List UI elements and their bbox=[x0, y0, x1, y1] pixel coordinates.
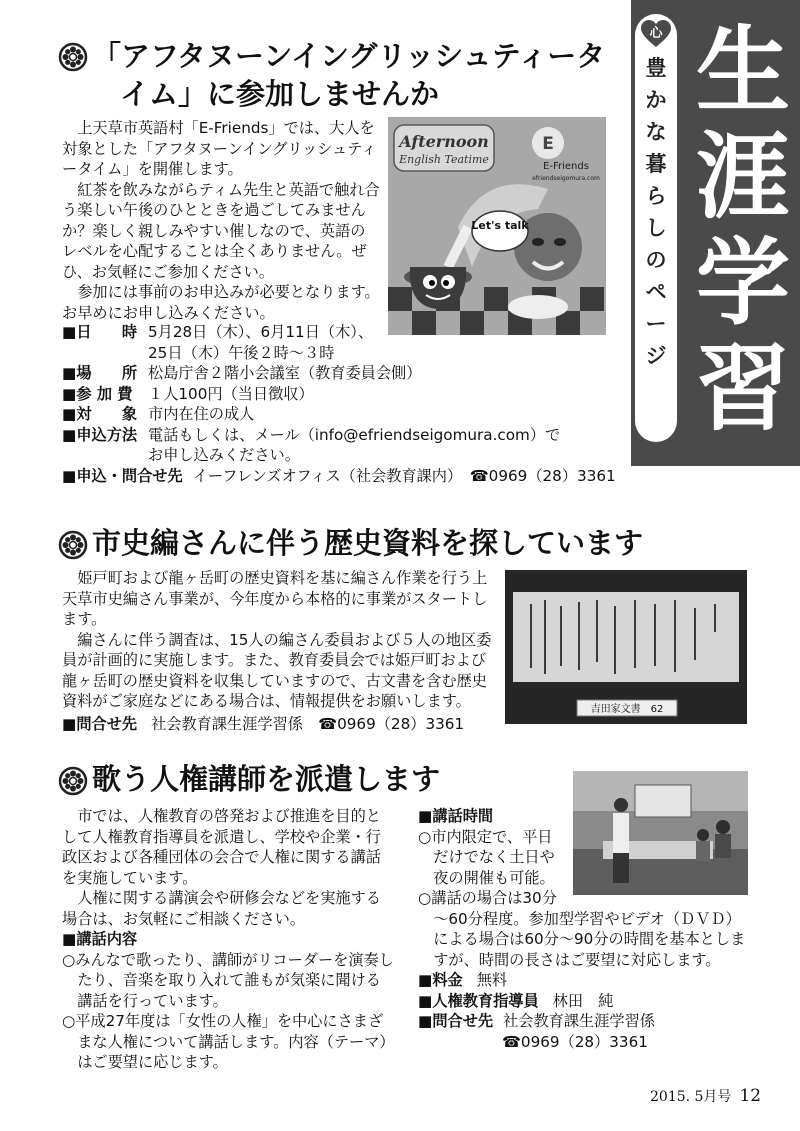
section1-paragraph: 紅茶を飲みながらティム先生と英語で触れ合う楽しい午後のひとときを過ごしてみませんか？楽しく親しみやすい催しなので、英語のレベルを心配することは全くありません。ぜひ、お気軽にご参加ください。 bbox=[62, 180, 380, 281]
banner-title-char: 生 bbox=[695, 17, 790, 126]
detail-row: お申し込みください。 bbox=[148, 446, 300, 464]
svg-text:E: E bbox=[542, 134, 554, 154]
flower-bullet-icon bbox=[58, 766, 88, 796]
poster-title1: Afternoon bbox=[399, 132, 489, 151]
section3-phone: ☎0969（28）3361 bbox=[502, 1032, 648, 1051]
issue-label: 2015. 5月号 bbox=[650, 1089, 732, 1105]
section3-left-column bbox=[62, 806, 396, 1073]
detail-row: ■対 象 市内在住の成人 bbox=[62, 405, 255, 423]
pill-char: か bbox=[645, 88, 667, 112]
section3-paragraph: 市では、人権教育の啓発および推進を目的として人権教育指導員を派遣し、学校や企業・行政区および各種団体の会合で人権に関する講話を実施しています。 bbox=[62, 807, 381, 887]
section1-title-line2: イム」に参加しませんか bbox=[120, 77, 440, 111]
section1-title-line1: 「アフタヌーンイングリッシュティータ bbox=[92, 39, 606, 73]
poster-title2: English Teatime bbox=[399, 153, 489, 166]
detail-row: ■参 加 費 １人100円（当日徴収） bbox=[62, 384, 314, 403]
section2-title: 市史編さんに伴う歴史資料を探しています bbox=[92, 526, 644, 560]
section1-paragraph: 上天草市英語村「E-Friends」では、大人を対象とした「アフタヌーンイングリッシュティータイム」を開催します。 bbox=[62, 119, 377, 178]
time-item-line: ○市内限定で、平日 bbox=[418, 827, 553, 846]
pill-char: ら bbox=[645, 184, 667, 208]
pill-char: ペ bbox=[645, 280, 667, 304]
historical-document-photo bbox=[505, 570, 747, 724]
banner-title-char: 学 bbox=[695, 229, 790, 338]
section2-body bbox=[62, 568, 494, 734]
pill-char: ジ bbox=[645, 344, 667, 368]
detail-row: ■日 時 5月28日（木）、6月11日（木）、 bbox=[62, 323, 374, 341]
section2-paragraph: 編さんに伴う調査は、15人の編さん委員および５人の地区委員が計画的に実施します。また、教育委員会では姫戸町および龍ヶ岳町の歴史資料を収集していますので、古文書を含む歴史資料がご家庭などにある場合は、情報提供をお願いします。 bbox=[62, 630, 492, 710]
section1-paragraph: 参加には事前のお申込みが必要となります。お早めにお申し込みください。 bbox=[62, 283, 380, 322]
contact-row: ■申込・問合せ先 イーフレンズオフィス（社会教育課内） ☎0969（28）3361 bbox=[62, 466, 616, 485]
time-item-line: ○講話の場合は30分 bbox=[418, 889, 557, 907]
time-label: ■講話時間 bbox=[418, 807, 494, 825]
section3-title: 歌う人権講師を派遣します bbox=[92, 762, 441, 796]
section1-body bbox=[62, 118, 380, 323]
flower-bullet-icon bbox=[58, 42, 88, 72]
time-item-text: ～60分程度。参加型学習やビデオ（ＤＶＤ）による場合は60分～90分の時間を基本としますが、時間の長さはご要望に対応します。 bbox=[433, 909, 746, 969]
time-item-line: 夜の開催も可能。 bbox=[433, 868, 555, 887]
lecture-photo bbox=[573, 771, 748, 895]
detail-row: ■申込方法 電話もしくは、メール（info@efriendseigomura.com）で bbox=[62, 425, 561, 444]
section2-contact-row: ■問合せ先 社会教育課生涯学習係 ☎0969（28）3361 bbox=[62, 714, 465, 733]
pill-char: の bbox=[645, 248, 667, 272]
instructor-row: ■人権教育指導員 林田 純 bbox=[418, 991, 614, 1010]
pill-char: 豊 bbox=[645, 56, 667, 80]
lifelong-learning-banner bbox=[631, 0, 800, 466]
detail-row: 25日（木）午後２時～３時 bbox=[148, 343, 335, 362]
banner-title-char: 習 bbox=[695, 335, 790, 444]
poster-logo: E-Friends bbox=[543, 161, 589, 172]
detail-row: ■場 所 松島庁舎２階小会議室（教育委員会側） bbox=[62, 364, 422, 382]
teatime-poster-image bbox=[388, 117, 606, 335]
section2-paragraph: 姫戸町および龍ヶ岳町の歴史資料を基に編さん作業を行う上天草市史編さん事業が、今年度から本格的に事業がスタートします。 bbox=[62, 569, 488, 628]
time-item-line: だけでなく土日や bbox=[433, 848, 555, 866]
poster-bubble: Let's talk bbox=[471, 219, 529, 232]
content-label: ■講話内容 bbox=[62, 930, 138, 948]
page-footer bbox=[650, 1086, 761, 1106]
section3-contact-row: ■問合せ先 社会教育課生涯学習係 bbox=[418, 1012, 655, 1030]
content-item: ○みんなで歌ったり、講師がリコーダーを演奏したり、音楽を取り入れて誰もが気楽に聞ける講話を行っています。 bbox=[62, 950, 394, 1010]
banner-subtitle-pill bbox=[635, 14, 677, 442]
heart-icon bbox=[641, 20, 671, 48]
section3-paragraph: 人権に関する講演会や研修会などを実施する場合は、お気軽にご相談ください。 bbox=[62, 889, 381, 928]
flower-bullet-icon bbox=[58, 530, 88, 560]
section1-details bbox=[62, 322, 616, 486]
heart-char: 心 bbox=[649, 26, 663, 41]
pill-char: ー bbox=[645, 312, 667, 336]
pill-char: な bbox=[645, 120, 667, 144]
fee-row: ■料金 無料 bbox=[418, 971, 508, 989]
poster-site: efriendseigomura.com bbox=[532, 175, 600, 182]
content-item: ○平成27年度は「女性の人権」を中心にさまざまな人権について講話します。内容（テーマ）はご要望に応じます。 bbox=[62, 1012, 395, 1071]
page-number: 12 bbox=[739, 1086, 762, 1106]
document-photo-label: 吉田家文書 62 bbox=[590, 704, 664, 715]
pill-char: 暮 bbox=[645, 152, 667, 176]
banner-title-char: 涯 bbox=[695, 123, 790, 232]
pill-char: し bbox=[645, 216, 667, 240]
